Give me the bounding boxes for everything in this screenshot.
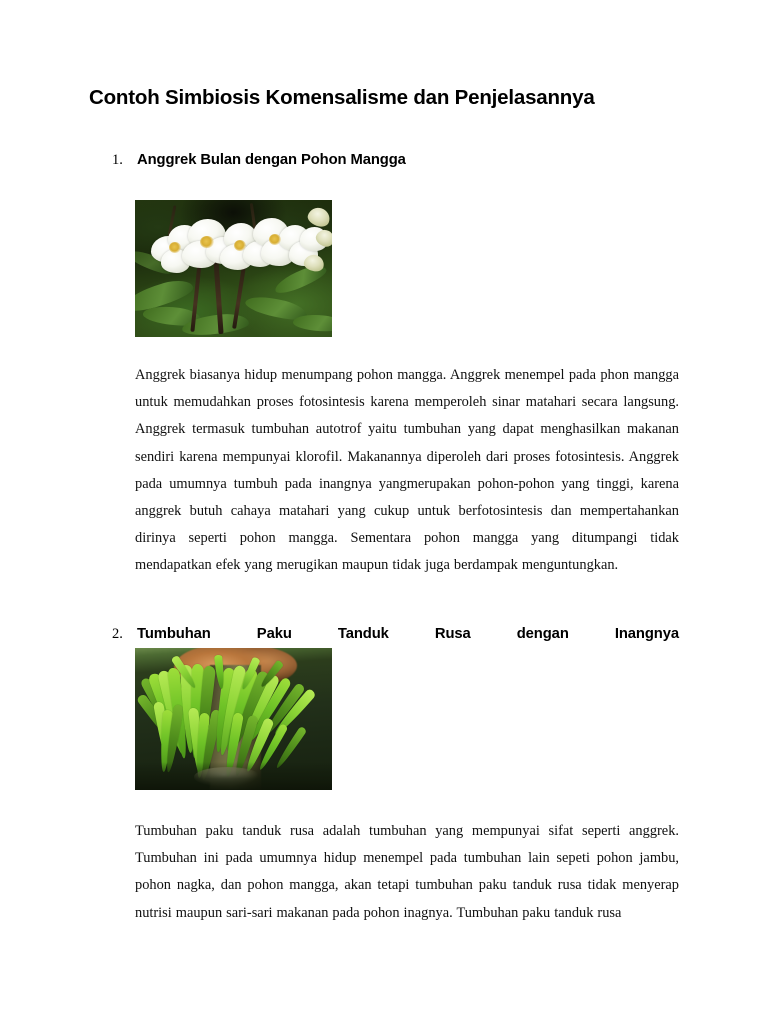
list-item-2 bbox=[112, 624, 679, 644]
list-number-2: 2. bbox=[112, 626, 123, 642]
section-paragraph-2: Tumbuhan paku tanduk rusa adalah tumbuhan yang mempunyai sifat seperti anggrek. Tumbuhan ini pada umumnya hidup menempel pada tumbuhan lain sepeti pohon jambu, pohon nagka, dan pohon mangga, akan tetapi tumbuhan paku tanduk rusa tidak menyerap nutrisi maupun sari-sari makanan pada pohon inagnya. Tumbuhan paku tanduk rusa bbox=[135, 823, 679, 921]
list-item-1 bbox=[112, 150, 679, 170]
section-paragraph-1: Anggrek biasanya hidup menumpang pohon mangga. Anggrek menempel pada phon mangga untuk memudahkan proses fotosintesis karena memperoleh sinar matahari secara langsung. Anggrek termasuk tumbuhan autotrof yaitu tumbuhan yang dapat menghasilkan makanan sendiri karena mempunyai klorofil. Makanannya diperoleh dari proses fotosintesis. Anggrek pada umumnya tumbuh pada inangnya yangmerupakan pohon-pohon yang tinggi, karena anggrek butuh cahaya matahari yang cukup untuk berfotosintesis dan mempertahankan dirinya seperti pohon mangga. Sementara pohon mangga yang ditumpangi tidak mendapatkan efek yang merugikan maupun tidak juga berdampak menguntungkan. bbox=[135, 367, 679, 574]
section-heading-1: Anggrek Bulan dengan Pohon Mangga bbox=[137, 152, 406, 168]
paku-tanduk-rusa-photo bbox=[135, 648, 332, 790]
section-heading-2: Tumbuhan Paku Tanduk Rusa dengan Inangnya bbox=[137, 626, 679, 642]
list-number-1: 1. bbox=[112, 152, 123, 168]
page-title: Contoh Simbiosis Komensalisme dan Penjelasannya bbox=[89, 86, 595, 109]
anggrek-bulan-photo bbox=[135, 200, 332, 337]
